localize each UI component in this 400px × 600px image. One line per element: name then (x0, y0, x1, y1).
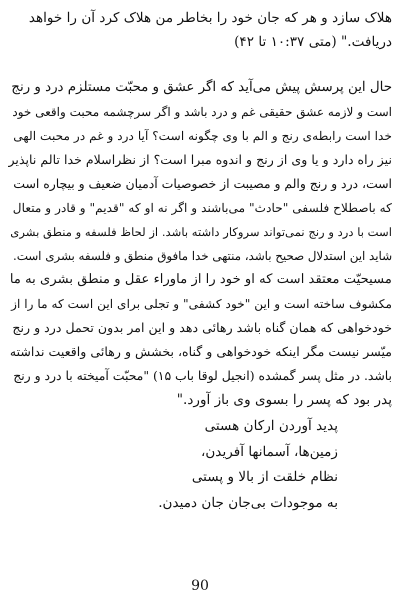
text-line: شاید این استدلال صحیح باشد، منتهی خدا مافوق منطق و فلسفه بشری است. (12, 249, 392, 263)
text-line: که باصطلاح فلسفی "حادث" می‌باشند و اگر نه او که "قدیم" و قادر و متعال (12, 201, 392, 215)
text-line: خودخواهی که همان گناه باشد رهائی دهد و این امر بدون تحمل درد و رنج (12, 320, 392, 335)
text-line: پدر بود که پسر را بسوی وی باز آورد." (176, 392, 392, 408)
text-line: میّسر نیست مگر اینکه خودخواهی و گناه، بخشش و رهائی واقعیت نداشته (9, 344, 392, 359)
text-line: نیز راه دارد و یا وی از رنج و اندوه مبرا است؟ از نظراسلام خدا تالم ناپذیر (8, 152, 392, 167)
text-line: مکشوف ساخته است و این "خود کشفی" و تجلی برای این است که ما را از (11, 297, 392, 311)
poem-verse: نظام خلقت از بالا و پستی (191, 469, 338, 485)
paragraph-quote-ending (8, 6, 392, 54)
text-line: است، درد و رنج والم و مصیبت از خصوصیات آدمیان ضعیف و بیچاره است (13, 176, 392, 191)
poem-verse: به موجودات بی‌جان جان دمیدن. (158, 494, 338, 511)
text-line: هلاک سازد و هر که جان خود را بخاطر من هلاک کرد آن را خواهد (28, 10, 392, 26)
text-line: خدا است رابطه‌ی رنج و الم با وی چگونه است؟ آیا درد و غم در محبت الهی (13, 129, 392, 143)
text-line: است و لازمه عشق حقیقی غم و درد باشد و اگر سرچشمه محبت واقعی خود (12, 105, 392, 119)
text-line: مسیحیّت معتقد است که او خود را از ماوراء عقل و منطق بشری به ما (9, 272, 392, 287)
poem-block (8, 414, 392, 516)
paragraph-main (8, 76, 392, 412)
text-line: باشد. در مثل پسر گمشده (انجیل لوقا باب ۱۵) "محبّت آمیخته با درد و رنج (13, 368, 392, 383)
text-line: دریافت." (متی ۱۰:۳۷ تا ۴۲) (234, 34, 392, 50)
text-line: است با درد و رنج نمی‌تواند سروکار داشته باشد. از لحاظ فلسفه و منطق بشری (10, 225, 392, 239)
poem-verse: زمین‌ها، آسمانها آفریدن، (200, 443, 338, 460)
poem-verse: پدید آوردن ارکان هستی (204, 418, 338, 434)
page-number: 90 (191, 578, 209, 594)
document-page (8, 6, 392, 594)
text-line: حال این پرسش پیش می‌آید که اگر عشق و محبّت مستلزم درد و رنج (11, 80, 392, 95)
paragraph-gap (8, 54, 392, 76)
